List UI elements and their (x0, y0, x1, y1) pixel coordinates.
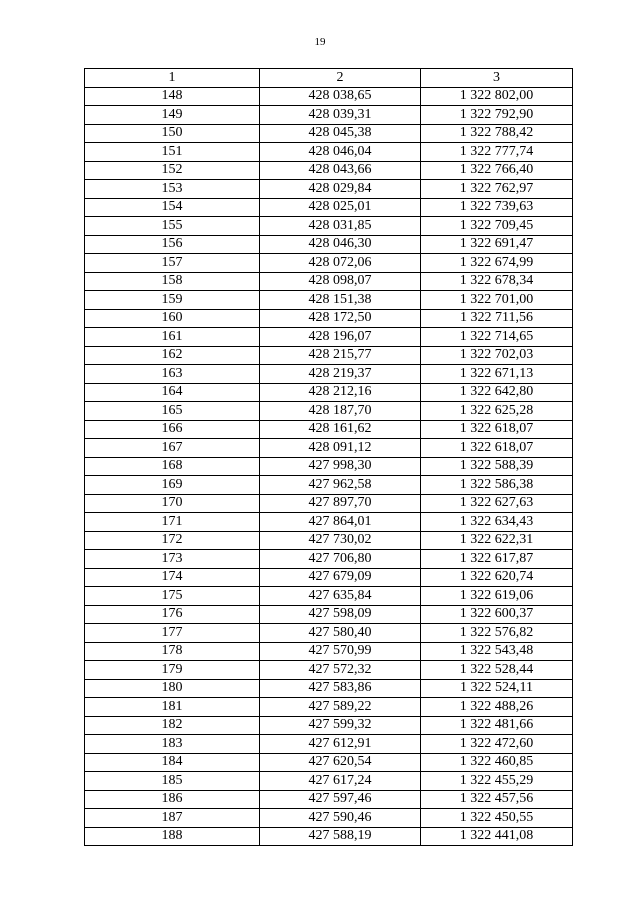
point-number-cell: 184 (85, 753, 260, 772)
point-number-cell: 161 (85, 328, 260, 347)
table-header-row (85, 69, 573, 88)
table-row (85, 550, 573, 569)
table-row (85, 106, 573, 125)
x-coordinate-cell: 427 998,30 (260, 457, 421, 476)
point-number-cell: 178 (85, 642, 260, 661)
table-row (85, 587, 573, 606)
table-row (85, 346, 573, 365)
point-number-cell: 175 (85, 587, 260, 606)
point-number-cell: 156 (85, 235, 260, 254)
x-coordinate-cell: 428 196,07 (260, 328, 421, 347)
table-row (85, 254, 573, 273)
point-number-cell: 179 (85, 661, 260, 680)
point-number-cell: 159 (85, 291, 260, 310)
point-number-cell: 182 (85, 716, 260, 735)
x-coordinate-cell: 427 590,46 (260, 809, 421, 828)
point-number-cell: 149 (85, 106, 260, 125)
table-row (85, 420, 573, 439)
x-coordinate-cell: 428 072,06 (260, 254, 421, 273)
y-coordinate-cell: 1 322 642,80 (421, 383, 573, 402)
x-coordinate-cell: 427 864,01 (260, 513, 421, 532)
x-coordinate-cell: 427 730,02 (260, 531, 421, 550)
point-number-cell: 154 (85, 198, 260, 217)
x-coordinate-cell: 428 161,62 (260, 420, 421, 439)
table-row (85, 457, 573, 476)
table-row (85, 827, 573, 846)
x-coordinate-cell: 427 580,40 (260, 624, 421, 643)
y-coordinate-cell: 1 322 762,97 (421, 180, 573, 199)
point-number-cell: 165 (85, 402, 260, 421)
x-coordinate-cell: 428 039,31 (260, 106, 421, 125)
table-body (85, 87, 573, 846)
y-coordinate-cell: 1 322 586,38 (421, 476, 573, 495)
point-number-cell: 177 (85, 624, 260, 643)
y-coordinate-cell: 1 322 618,07 (421, 420, 573, 439)
table-row (85, 383, 573, 402)
table-row (85, 402, 573, 421)
point-number-cell: 160 (85, 309, 260, 328)
table-row (85, 291, 573, 310)
point-number-cell: 176 (85, 605, 260, 624)
point-number-cell: 183 (85, 735, 260, 754)
point-number-cell: 153 (85, 180, 260, 199)
table-row (85, 180, 573, 199)
y-coordinate-cell: 1 322 450,55 (421, 809, 573, 828)
point-number-cell: 164 (85, 383, 260, 402)
x-coordinate-cell: 428 025,01 (260, 198, 421, 217)
table-row (85, 790, 573, 809)
point-number-cell: 174 (85, 568, 260, 587)
table-row (85, 605, 573, 624)
table-row (85, 328, 573, 347)
point-number-cell: 171 (85, 513, 260, 532)
table-row (85, 439, 573, 458)
table-row (85, 365, 573, 384)
x-coordinate-cell: 428 029,84 (260, 180, 421, 199)
x-coordinate-cell: 428 098,07 (260, 272, 421, 291)
y-coordinate-cell: 1 322 671,13 (421, 365, 573, 384)
y-coordinate-cell: 1 322 691,47 (421, 235, 573, 254)
table-row (85, 124, 573, 143)
column-header-1: 1 (85, 69, 260, 88)
y-coordinate-cell: 1 322 714,65 (421, 328, 573, 347)
y-coordinate-cell: 1 322 702,03 (421, 346, 573, 365)
y-coordinate-cell: 1 322 627,63 (421, 494, 573, 513)
x-coordinate-cell: 428 046,04 (260, 143, 421, 162)
table-row (85, 661, 573, 680)
table-row (85, 494, 573, 513)
x-coordinate-cell: 427 897,70 (260, 494, 421, 513)
point-number-cell: 172 (85, 531, 260, 550)
point-number-cell: 162 (85, 346, 260, 365)
page-number: 19 (314, 36, 326, 48)
x-coordinate-cell: 428 151,38 (260, 291, 421, 310)
point-number-cell: 186 (85, 790, 260, 809)
x-coordinate-cell: 428 043,66 (260, 161, 421, 180)
table-row (85, 698, 573, 717)
x-coordinate-cell: 428 091,12 (260, 439, 421, 458)
x-coordinate-cell: 427 612,91 (260, 735, 421, 754)
y-coordinate-cell: 1 322 709,45 (421, 217, 573, 236)
y-coordinate-cell: 1 322 528,44 (421, 661, 573, 680)
point-number-cell: 166 (85, 420, 260, 439)
point-number-cell: 181 (85, 698, 260, 717)
x-coordinate-cell: 427 583,86 (260, 679, 421, 698)
x-coordinate-cell: 427 597,46 (260, 790, 421, 809)
table-row (85, 753, 573, 772)
y-coordinate-cell: 1 322 634,43 (421, 513, 573, 532)
y-coordinate-cell: 1 322 622,31 (421, 531, 573, 550)
column-header-2: 2 (260, 69, 421, 88)
y-coordinate-cell: 1 322 481,66 (421, 716, 573, 735)
y-coordinate-cell: 1 322 600,37 (421, 605, 573, 624)
point-number-cell: 168 (85, 457, 260, 476)
point-number-cell: 180 (85, 679, 260, 698)
x-coordinate-cell: 427 598,09 (260, 605, 421, 624)
point-number-cell: 158 (85, 272, 260, 291)
y-coordinate-cell: 1 322 766,40 (421, 161, 573, 180)
table-row (85, 642, 573, 661)
y-coordinate-cell: 1 322 460,85 (421, 753, 573, 772)
table-row (85, 531, 573, 550)
y-coordinate-cell: 1 322 543,48 (421, 642, 573, 661)
x-coordinate-cell: 427 679,09 (260, 568, 421, 587)
y-coordinate-cell: 1 322 788,42 (421, 124, 573, 143)
point-number-cell: 151 (85, 143, 260, 162)
y-coordinate-cell: 1 322 711,56 (421, 309, 573, 328)
x-coordinate-cell: 427 599,32 (260, 716, 421, 735)
table-row (85, 809, 573, 828)
table-row (85, 716, 573, 735)
y-coordinate-cell: 1 322 701,00 (421, 291, 573, 310)
table-row (85, 679, 573, 698)
column-header-3: 3 (421, 69, 573, 88)
y-coordinate-cell: 1 322 617,87 (421, 550, 573, 569)
y-coordinate-cell: 1 322 777,74 (421, 143, 573, 162)
y-coordinate-cell: 1 322 576,82 (421, 624, 573, 643)
x-coordinate-cell: 427 962,58 (260, 476, 421, 495)
table-row (85, 272, 573, 291)
point-number-cell: 173 (85, 550, 260, 569)
y-coordinate-cell: 1 322 488,26 (421, 698, 573, 717)
y-coordinate-cell: 1 322 792,90 (421, 106, 573, 125)
x-coordinate-cell: 427 588,19 (260, 827, 421, 846)
y-coordinate-cell: 1 322 524,11 (421, 679, 573, 698)
x-coordinate-cell: 427 570,99 (260, 642, 421, 661)
y-coordinate-cell: 1 322 619,06 (421, 587, 573, 606)
x-coordinate-cell: 428 031,85 (260, 217, 421, 236)
table-row (85, 87, 573, 106)
y-coordinate-cell: 1 322 802,00 (421, 87, 573, 106)
x-coordinate-cell: 428 212,16 (260, 383, 421, 402)
table-row (85, 235, 573, 254)
y-coordinate-cell: 1 322 620,74 (421, 568, 573, 587)
y-coordinate-cell: 1 322 472,60 (421, 735, 573, 754)
y-coordinate-cell: 1 322 441,08 (421, 827, 573, 846)
y-coordinate-cell: 1 322 457,56 (421, 790, 573, 809)
y-coordinate-cell: 1 322 674,99 (421, 254, 573, 273)
table-row (85, 198, 573, 217)
x-coordinate-cell: 428 038,65 (260, 87, 421, 106)
table-row (85, 217, 573, 236)
x-coordinate-cell: 427 635,84 (260, 587, 421, 606)
point-number-cell: 188 (85, 827, 260, 846)
x-coordinate-cell: 428 187,70 (260, 402, 421, 421)
point-number-cell: 187 (85, 809, 260, 828)
x-coordinate-cell: 428 172,50 (260, 309, 421, 328)
y-coordinate-cell: 1 322 618,07 (421, 439, 573, 458)
x-coordinate-cell: 428 045,38 (260, 124, 421, 143)
table-row (85, 161, 573, 180)
point-number-cell: 155 (85, 217, 260, 236)
point-number-cell: 157 (85, 254, 260, 273)
table-row (85, 624, 573, 643)
point-number-cell: 185 (85, 772, 260, 791)
table-row (85, 309, 573, 328)
y-coordinate-cell: 1 322 678,34 (421, 272, 573, 291)
point-number-cell: 148 (85, 87, 260, 106)
table-row (85, 735, 573, 754)
x-coordinate-cell: 427 589,22 (260, 698, 421, 717)
x-coordinate-cell: 427 620,54 (260, 753, 421, 772)
table-row (85, 772, 573, 791)
coordinates-table (84, 68, 573, 846)
point-number-cell: 152 (85, 161, 260, 180)
y-coordinate-cell: 1 322 455,29 (421, 772, 573, 791)
y-coordinate-cell: 1 322 625,28 (421, 402, 573, 421)
x-coordinate-cell: 428 215,77 (260, 346, 421, 365)
point-number-cell: 163 (85, 365, 260, 384)
table-row (85, 513, 573, 532)
table-row (85, 143, 573, 162)
y-coordinate-cell: 1 322 588,39 (421, 457, 573, 476)
point-number-cell: 170 (85, 494, 260, 513)
x-coordinate-cell: 428 219,37 (260, 365, 421, 384)
x-coordinate-cell: 427 706,80 (260, 550, 421, 569)
table-row (85, 568, 573, 587)
table-row (85, 476, 573, 495)
x-coordinate-cell: 427 617,24 (260, 772, 421, 791)
point-number-cell: 150 (85, 124, 260, 143)
y-coordinate-cell: 1 322 739,63 (421, 198, 573, 217)
point-number-cell: 167 (85, 439, 260, 458)
x-coordinate-cell: 428 046,30 (260, 235, 421, 254)
x-coordinate-cell: 427 572,32 (260, 661, 421, 680)
point-number-cell: 169 (85, 476, 260, 495)
